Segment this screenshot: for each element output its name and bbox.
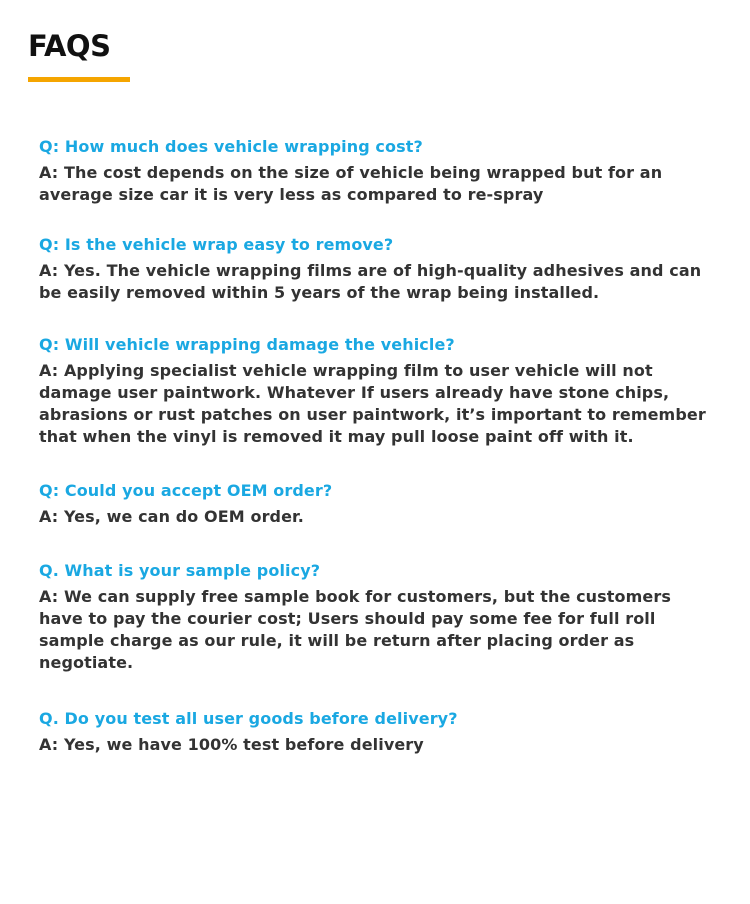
faq-question: Q: How much does vehicle wrapping cost?: [39, 137, 423, 156]
faq-item: [39, 136, 711, 206]
faq-answer: A: Yes, we have 100% test before delivery: [39, 735, 424, 754]
faq-item: [39, 708, 711, 756]
faq-answer: A: Yes, we can do OEM order.: [39, 507, 304, 526]
faq-answer: A: Yes. The vehicle wrapping films are of high-quality adhesives and can be easily removed within 5 years of the wrap being installed.: [39, 261, 702, 302]
page-title: FAQS: [28, 29, 111, 63]
faq-item: [39, 480, 711, 528]
faq-question: Q: Will vehicle wrapping damage the vehicle?: [39, 335, 455, 354]
faq-question: Q. Do you test all user goods before delivery?: [39, 709, 458, 728]
faq-answer: A: The cost depends on the size of vehicle being wrapped but for an average size car it is very less as compared to re-spray: [39, 163, 663, 204]
faq-item: [39, 560, 711, 674]
title-underline: [28, 77, 130, 82]
faq-answer: A: We can supply free sample book for customers, but the customers have to pay the courier cost; Users should pay some fee for full roll sample charge as our rule, it will be return after placing order as negotiate.: [39, 587, 671, 672]
faq-question: Q: Could you accept OEM order?: [39, 481, 333, 500]
faq-question: Q: Is the vehicle wrap easy to remove?: [39, 235, 394, 254]
faq-item: [39, 234, 711, 304]
faq-list: [39, 136, 711, 756]
faq-question: Q. What is your sample policy?: [39, 561, 321, 580]
faq-item: [39, 334, 711, 448]
faq-answer: A: Applying specialist vehicle wrapping film to user vehicle will not damage user paintwork. Whatever If users already have stone chips, abrasions or rust patches on user paintwork, it’s important to remember that when the vinyl is removed it may pull loose paint off with it.: [39, 361, 706, 446]
